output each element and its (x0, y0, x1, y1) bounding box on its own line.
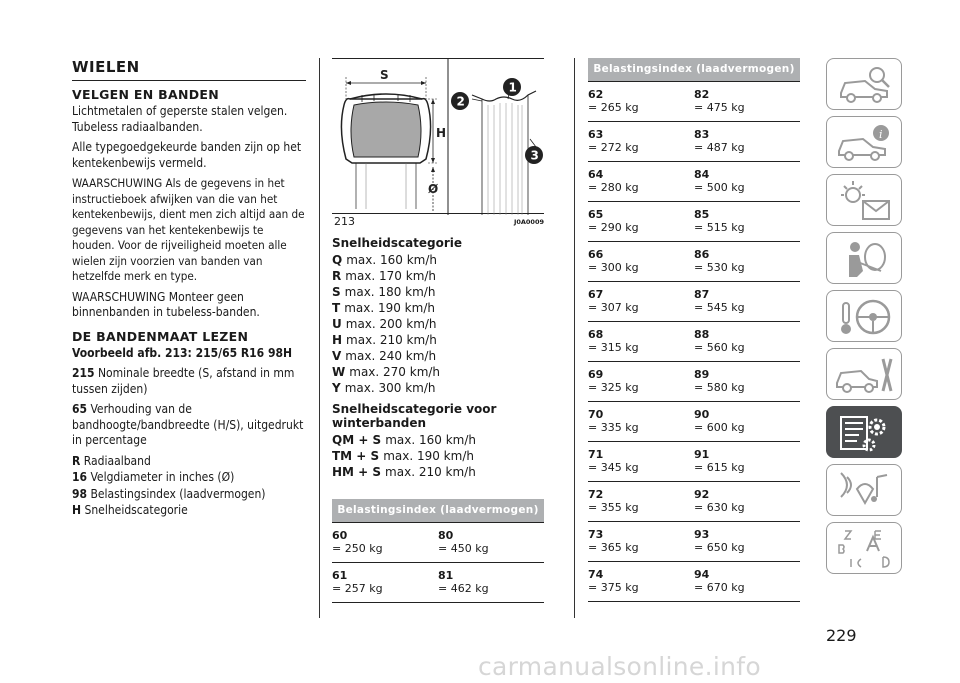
table-row (588, 162, 800, 202)
paragraph: Lichtmetalen of geperste stalen velgen. Tubeless radiaalbanden. (72, 104, 288, 134)
load-kg: = 325 kg (588, 381, 639, 394)
code: H (72, 503, 82, 517)
load-kg: = 615 kg (694, 461, 745, 474)
load-index: 69 (588, 368, 604, 381)
middle-column (332, 58, 544, 480)
winter-speed-item (332, 432, 544, 448)
speed-code: H (332, 333, 343, 347)
code: 215 (72, 366, 95, 380)
table-cell (588, 568, 694, 596)
load-index: 94 (694, 568, 710, 581)
tab-safety[interactable] (826, 232, 902, 284)
table-cell (694, 88, 800, 116)
load-kg: = 272 kg (588, 141, 639, 154)
load-index: 72 (588, 488, 604, 501)
load-table-header: Belastingsindex (laadvermogen) (332, 499, 544, 523)
speed-value: max. 300 km/h (344, 381, 436, 395)
table-cell (588, 488, 694, 516)
warning-paragraph: WAARSCHUWING Als de gegevens in het instructieboek afwijken van die van het kentekenbewijs, dient men zich altijd aan de gegevens van het kentekenbewijs te houden. Voor de rijveiligheid moeten alle wielen zijn voorzien van banden van hetzelfde merk en type. (72, 176, 305, 283)
code: 65 (72, 402, 88, 416)
table-cell (694, 248, 800, 276)
car-search-icon (835, 63, 895, 107)
code-text: Velgdiameter in inches (Ø) (90, 470, 235, 484)
load-index: 73 (588, 528, 604, 541)
speed-code: TM + S (332, 449, 380, 463)
load-index: 81 (438, 569, 454, 582)
load-kg: = 545 kg (694, 301, 745, 314)
load-index: 88 (694, 328, 710, 341)
load-kg: = 560 kg (694, 341, 745, 354)
label-diameter: Ø (428, 182, 439, 196)
table-cell (438, 569, 544, 597)
figure-code: J0A0009 (513, 218, 544, 226)
load-kg: = 600 kg (694, 421, 745, 434)
column-divider (319, 58, 320, 618)
load-kg: = 300 kg (588, 261, 639, 274)
load-kg: = 257 kg (332, 582, 383, 595)
code-text: Radiaalband (83, 453, 151, 468)
speed-heading: Snelheidscategorie (332, 236, 463, 250)
table-cell (588, 408, 694, 436)
speed-value: max. 240 km/h (345, 349, 437, 363)
table-row (588, 522, 800, 562)
load-kg: = 265 kg (588, 101, 639, 114)
speed-value: max. 210 km/h (346, 333, 437, 347)
table-cell (588, 248, 694, 276)
figure-frame (332, 58, 544, 214)
load-index: 92 (694, 488, 710, 501)
load-index: 83 (694, 128, 710, 141)
speed-value: max. 190 km/h (344, 301, 435, 315)
label-h: H (436, 126, 447, 140)
code-text: Belastingsindex (laadvermogen) (90, 486, 266, 501)
speed-item (332, 284, 544, 300)
load-index: 68 (588, 328, 604, 341)
section-title: WIELEN (72, 58, 306, 81)
load-kg: = 515 kg (694, 221, 745, 234)
table-row (588, 122, 800, 162)
load-kg: = 355 kg (588, 501, 639, 514)
speed-item (332, 332, 544, 348)
warning-light-message-icon (835, 179, 895, 223)
table-cell (588, 368, 694, 396)
tire-diagram-figure (332, 58, 544, 228)
tab-emergency[interactable] (826, 348, 902, 400)
load-kg: = 630 kg (694, 501, 745, 514)
speed-item (332, 348, 544, 364)
table-cell (694, 208, 800, 236)
tab-car-search[interactable] (826, 58, 902, 110)
svg-text:i: i (879, 128, 883, 141)
table-row (588, 242, 800, 282)
load-index: 66 (588, 248, 604, 261)
table-cell (438, 529, 544, 557)
speed-value: max. 170 km/h (345, 269, 437, 283)
table-cell (588, 208, 694, 236)
speed-code: S (332, 285, 341, 299)
speed-item (332, 380, 544, 396)
speed-item (332, 316, 544, 332)
speed-value: max. 180 km/h (344, 285, 436, 299)
load-index: 90 (694, 408, 710, 421)
code: R (72, 453, 81, 468)
load-index: 89 (694, 368, 710, 381)
tire-cross-section-diagram (332, 59, 544, 215)
load-kg: = 290 kg (588, 221, 639, 234)
load-index: 62 (588, 88, 604, 101)
speed-code: U (332, 317, 342, 331)
right-column (588, 58, 800, 602)
table-row (332, 563, 544, 603)
load-kg: = 250 kg (332, 542, 383, 555)
load-kg: = 307 kg (588, 301, 639, 314)
load-kg: = 375 kg (588, 581, 639, 594)
technical-data-gears-icon (835, 411, 895, 455)
load-index: 86 (694, 248, 710, 261)
callout-2-label: 2 (456, 94, 465, 109)
speed-code: HM + S (332, 465, 382, 479)
airbag-person-icon (835, 237, 895, 281)
table-cell (332, 529, 438, 557)
table-cell (694, 568, 800, 596)
load-index: 84 (694, 168, 710, 181)
tab-multimedia[interactable] (826, 464, 902, 516)
speed-item (332, 268, 544, 284)
speed-value: max. 160 km/h (385, 433, 476, 447)
watermark: carmanualsonline.info (478, 652, 761, 681)
table-cell (588, 528, 694, 556)
load-index: 64 (588, 168, 604, 181)
table-cell (694, 168, 800, 196)
code-item (72, 470, 306, 486)
tire-code-list (72, 366, 306, 519)
table-cell (588, 128, 694, 156)
speed-value: max. 200 km/h (345, 317, 437, 331)
callout-3-label: 3 (530, 148, 539, 163)
car-info-icon (835, 121, 895, 165)
speed-value: max. 190 km/h (383, 449, 474, 463)
speed-item (332, 252, 544, 268)
load-kg: = 335 kg (588, 421, 639, 434)
table-cell (332, 569, 438, 597)
table-cell (588, 328, 694, 356)
figure-number: 213 (334, 215, 355, 228)
subsection-title-rims-tires: VELGEN EN BANDEN (72, 87, 219, 102)
table-row (588, 362, 800, 402)
table-row (588, 562, 800, 602)
load-index: 85 (694, 208, 710, 221)
paragraph: Alle typegoedgekeurde banden zijn op het kentekenbewijs vermeld. (72, 140, 302, 170)
speed-code: V (332, 349, 342, 363)
speed-code: R (332, 269, 342, 283)
example-label: Voorbeeld afb. 213: 215/65 R16 98H (72, 345, 293, 360)
load-index: 71 (588, 448, 604, 461)
speed-code: Y (332, 381, 341, 395)
load-kg: = 530 kg (694, 261, 745, 274)
speed-value: max. 160 km/h (346, 253, 437, 267)
load-kg: = 670 kg (694, 581, 745, 594)
table-row (588, 322, 800, 362)
table-row (588, 202, 800, 242)
load-index: 65 (588, 208, 604, 221)
steering-wheel-icon (835, 295, 895, 339)
load-index: 87 (694, 288, 710, 301)
load-index-table-small (332, 499, 544, 603)
speed-item (332, 364, 544, 380)
page-number: 229 (826, 626, 857, 645)
load-index: 82 (694, 88, 710, 101)
code-text: Snelheidscategorie (84, 503, 188, 517)
load-index: 70 (588, 408, 604, 421)
table-cell (694, 448, 800, 476)
code-item (72, 366, 306, 397)
table-cell (694, 488, 800, 516)
code-text: Nominale breedte (S, afstand in mm tussen zijden) (72, 366, 295, 396)
load-kg: = 580 kg (694, 381, 745, 394)
table-row (588, 482, 800, 522)
column-divider (574, 58, 575, 618)
tab-technical-data[interactable] (826, 406, 902, 458)
table-cell (694, 528, 800, 556)
load-kg: = 315 kg (588, 341, 639, 354)
table-cell (694, 128, 800, 156)
winter-speed-item (332, 448, 544, 464)
load-index: 80 (438, 529, 454, 542)
load-table-header: Belastingsindex (laadvermogen) (588, 58, 800, 82)
load-index: 91 (694, 448, 710, 461)
load-index: 63 (588, 128, 604, 141)
load-index: 93 (694, 528, 710, 541)
chapter-tabs (826, 58, 902, 580)
speed-code: Q (332, 253, 343, 267)
table-row (588, 402, 800, 442)
code: 16 (72, 470, 88, 484)
code-item (72, 454, 306, 470)
winter-speed-heading: Snelheidscategorie voor winterbanden (332, 402, 497, 430)
table-cell (694, 328, 800, 356)
code-item (72, 402, 306, 449)
tab-driving[interactable] (826, 290, 902, 342)
speed-code: QM + S (332, 433, 382, 447)
load-index: 60 (332, 529, 348, 542)
load-kg: = 450 kg (438, 542, 489, 555)
tab-warning-lights[interactable] (826, 174, 902, 226)
code-item (72, 503, 306, 519)
table-row (332, 523, 544, 563)
load-kg: = 500 kg (694, 181, 745, 194)
speed-item (332, 300, 544, 316)
load-kg: = 487 kg (694, 141, 745, 154)
alphabetical-index-icon (835, 527, 895, 571)
table-row (588, 82, 800, 122)
table-cell (588, 448, 694, 476)
load-index: 74 (588, 568, 604, 581)
code: 98 (72, 486, 88, 501)
table-cell (694, 408, 800, 436)
speed-value: max. 210 km/h (385, 465, 476, 479)
load-index: 67 (588, 288, 604, 301)
multimedia-icon (835, 469, 895, 513)
table-cell (694, 368, 800, 396)
table-cell (694, 288, 800, 316)
speed-code: W (332, 365, 346, 379)
speed-value: max. 270 km/h (349, 365, 441, 379)
tab-car-info[interactable] (826, 116, 902, 168)
code-item (72, 487, 306, 503)
table-cell (588, 88, 694, 116)
warning-paragraph: WAARSCHUWING Monteer geen binnenbanden in tubeless-banden. (72, 289, 260, 319)
load-index-table-large (588, 58, 800, 602)
speed-categories (332, 236, 544, 480)
load-kg: = 650 kg (694, 541, 745, 554)
table-row (588, 442, 800, 482)
left-column (72, 58, 306, 524)
load-kg: = 345 kg (588, 461, 639, 474)
label-s: S (380, 68, 389, 82)
table-row (588, 282, 800, 322)
load-index: 61 (332, 569, 348, 582)
table-cell (588, 288, 694, 316)
load-kg: = 462 kg (438, 582, 489, 595)
winter-speed-item (332, 464, 544, 480)
car-tools-icon (835, 353, 895, 397)
load-kg: = 475 kg (694, 101, 745, 114)
subsection-title-tire-size: DE BANDENMAAT LEZEN (72, 328, 249, 344)
table-cell (588, 168, 694, 196)
load-kg: = 280 kg (588, 181, 639, 194)
speed-code: T (332, 301, 341, 315)
tab-index[interactable] (826, 522, 902, 574)
load-kg: = 365 kg (588, 541, 639, 554)
code-text: Verhouding van de bandhoogte/bandbreedte (H/S), uitgedrukt in percentage (72, 402, 304, 447)
callout-1-label: 1 (508, 80, 517, 95)
